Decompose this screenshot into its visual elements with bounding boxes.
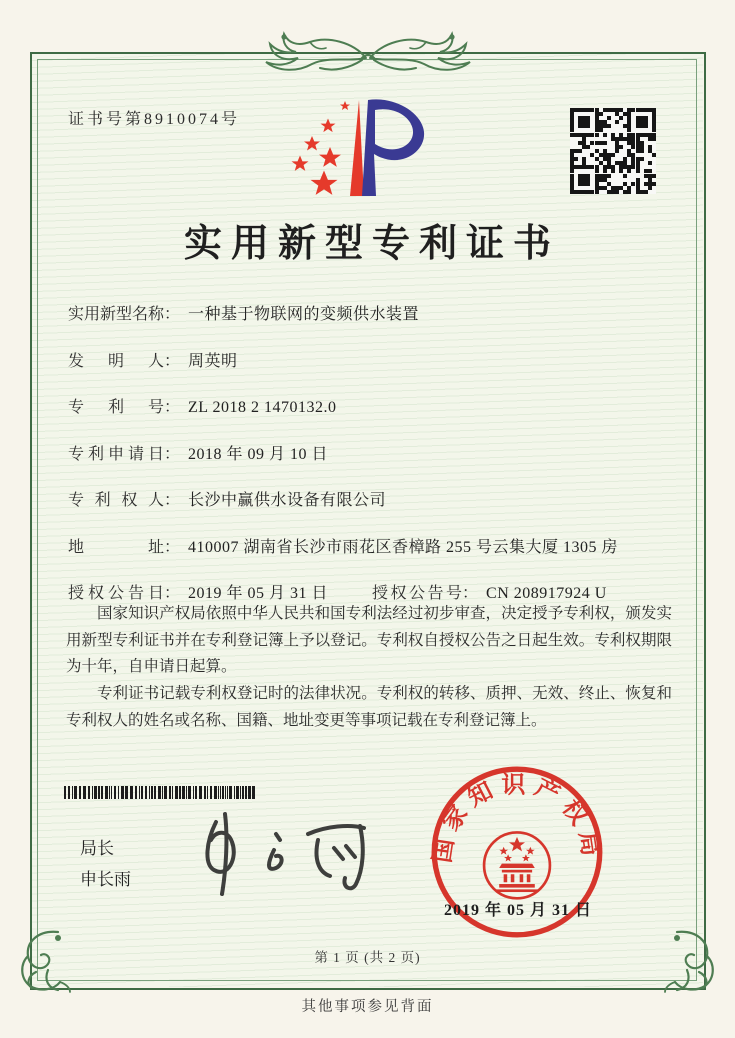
field-value: 410007 湖南省长沙市雨花区香樟路 255 号云集大厦 1305 房	[188, 538, 619, 556]
field-label: 授权公告日	[68, 585, 164, 602]
certificate-title: 实用新型专利证书	[183, 223, 560, 265]
top-ornament-flourish-icon	[258, 28, 478, 80]
signer-block	[80, 833, 131, 895]
barcode	[64, 786, 264, 799]
field-colon: ：	[164, 399, 181, 416]
field-value: CN 208917924 U	[486, 585, 607, 602]
field-value: ZL 2018 2 1470132.0	[188, 399, 337, 416]
field-colon: ：	[164, 585, 181, 602]
field-row	[68, 301, 672, 324]
field-value: 周英明	[188, 352, 238, 370]
field-row	[68, 487, 672, 510]
cnipa-logo-icon	[286, 96, 432, 204]
field-value: 一种基于物联网的变频供水装置	[188, 306, 420, 323]
field-value: 2018 年 09 月 10 日	[188, 445, 329, 463]
field-colon: ：	[164, 492, 181, 509]
field-value: 2019 年 05 月 31 日	[188, 585, 329, 602]
legal-text	[66, 601, 672, 734]
director-signature	[188, 808, 388, 900]
field-label: 实用新型名称	[68, 306, 165, 323]
signer-title: 局长	[80, 839, 114, 858]
legal-paragraph-1: 国家知识产权局依照中华人民共和国专利法经过初步审查，决定授予专利权，颁发实用新型专利证书并在专利登记簿上予以登记。专利权自授权公告之日起生效。专利权期限为十年，自申请日起算。	[66, 605, 672, 676]
field-label: 授权公告号	[372, 585, 463, 602]
field-row	[68, 441, 672, 464]
legal-paragraph-2: 专利证书记载专利权登记时的法律状况。专利权的转移、质押、无效、终止、恢复和专利权人的姓名或名称、国籍、地址变更等事项记载在专利登记簿上。	[66, 684, 672, 729]
seal-text: 国家知识产权局	[429, 772, 605, 865]
field-label: 发明人	[68, 352, 164, 370]
field-row	[68, 580, 672, 603]
field-colon: ：	[164, 352, 181, 370]
field-colon: ：	[164, 538, 181, 556]
national-emblem-icon	[484, 832, 550, 898]
field-colon: ：	[164, 445, 181, 463]
field-label: 地址	[68, 538, 164, 556]
seal-issue-date: 2019 年 05 月 31 日	[443, 902, 592, 919]
field-row	[68, 394, 672, 417]
field-value: 长沙中赢供水设备有限公司	[188, 492, 387, 509]
field-label: 专利申请日	[68, 445, 164, 463]
qr-code	[570, 108, 656, 194]
field-row	[68, 348, 672, 371]
field-label: 专利权人	[68, 492, 164, 509]
footer-note: 其他事项参见背面	[301, 999, 434, 1015]
field-colon: ：	[462, 585, 479, 602]
certificate-number: 证书号第8910074号	[68, 111, 241, 128]
signer-name: 申长雨	[80, 870, 131, 889]
page-number: 第 1 页 (共 2 页)	[314, 950, 421, 965]
field-colon: ：	[164, 306, 181, 323]
field-label: 专利号	[68, 399, 164, 416]
certificate-fields	[68, 301, 672, 627]
field-row	[68, 534, 672, 557]
logo-stars	[292, 101, 351, 195]
